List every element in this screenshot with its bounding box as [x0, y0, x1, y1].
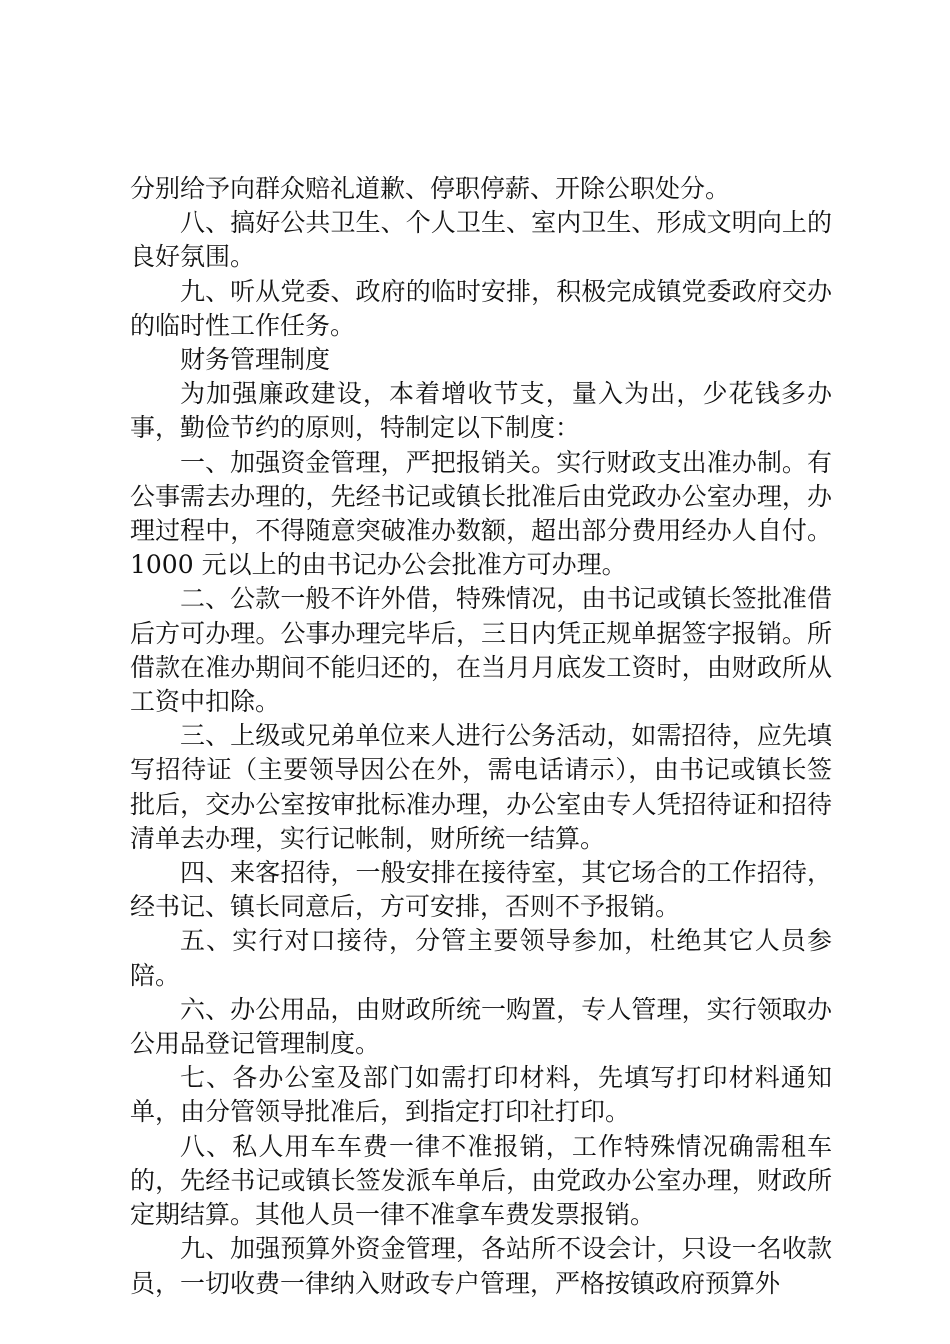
paragraph-intro: 为加强廉政建设，本着增收节支，量入为出，少花钱多办事，勤俭节约的原则，特制定以下制度：	[130, 379, 832, 443]
paragraph-3: 九、听从党委、政府的临时安排，积极完成镇党委政府交办的临时性工作任务。	[130, 276, 832, 340]
paragraph-rule-7: 七、各办公室及部门如需打印材料，先填写打印材料通知单，由分管领导批准后，到指定打印社打印。	[130, 1063, 832, 1127]
paragraph-rule-8: 八、私人用车车费一律不准报销，工作特殊情况确需租车的，先经书记或镇长签发派车单后，由党政办公室办理，财政所定期结算。其他人员一律不准拿车费发票报销。	[130, 1131, 832, 1230]
paragraph-rule-3: 三、上级或兄弟单位来人进行公务活动，如需招待，应先填写招待证（主要领导因公在外，需电话请示），由书记或镇长签批后，交办公室按审批标准办理，办公室由专人凭招待证和招待清单去办理，实行记帐制，财所统一结算。	[130, 721, 832, 853]
paragraph-rule-1: 一、加强资金管理，严把报销关。实行财政支出准办制。有公事需去办理的，先经书记或镇长批准后由党政办公室办理，办理过程中，不得随意突破准办数额，超出部分费用经办人自付。1000 元以上的由书记办公会批准方可办理。	[130, 447, 832, 580]
paragraph-1: 分别给予向群众赔礼道歉、停职停薪、开除公职处分。	[130, 174, 731, 203]
paragraph-rule-2: 二、公款一般不许外借，特殊情况，由书记或镇长签批准借后方可办理。公事办理完毕后，三日内凭正规单据签字报销。所借款在准办期间不能归还的，在当月月底发工资时，由财政所从工资中扣除。	[130, 584, 832, 717]
paragraph-rule-4: 四、来客招待，一般安排在接待室，其它场合的工作招待，经书记、镇长同意后，方可安排，否则不予报销。	[130, 858, 832, 922]
document-page	[130, 172, 832, 1301]
paragraph-rule-9: 九、加强预算外资金管理，各站所不设会计，只设一名收款员，一切收费一律纳入财政专户管理，严格按镇政府预算外	[130, 1234, 832, 1298]
section-heading: 财务管理制度	[180, 345, 331, 375]
paragraph-2: 八、搞好公共卫生、个人卫生、室内卫生、形成文明向上的良好氛围。	[130, 208, 832, 272]
paragraph-rule-5: 五、实行对口接待，分管主要领导参加，杜绝其它人员参陪。	[130, 926, 832, 990]
paragraph-rule-6: 六、办公用品，由财政所统一购置，专人管理，实行领取办公用品登记管理制度。	[130, 994, 832, 1059]
